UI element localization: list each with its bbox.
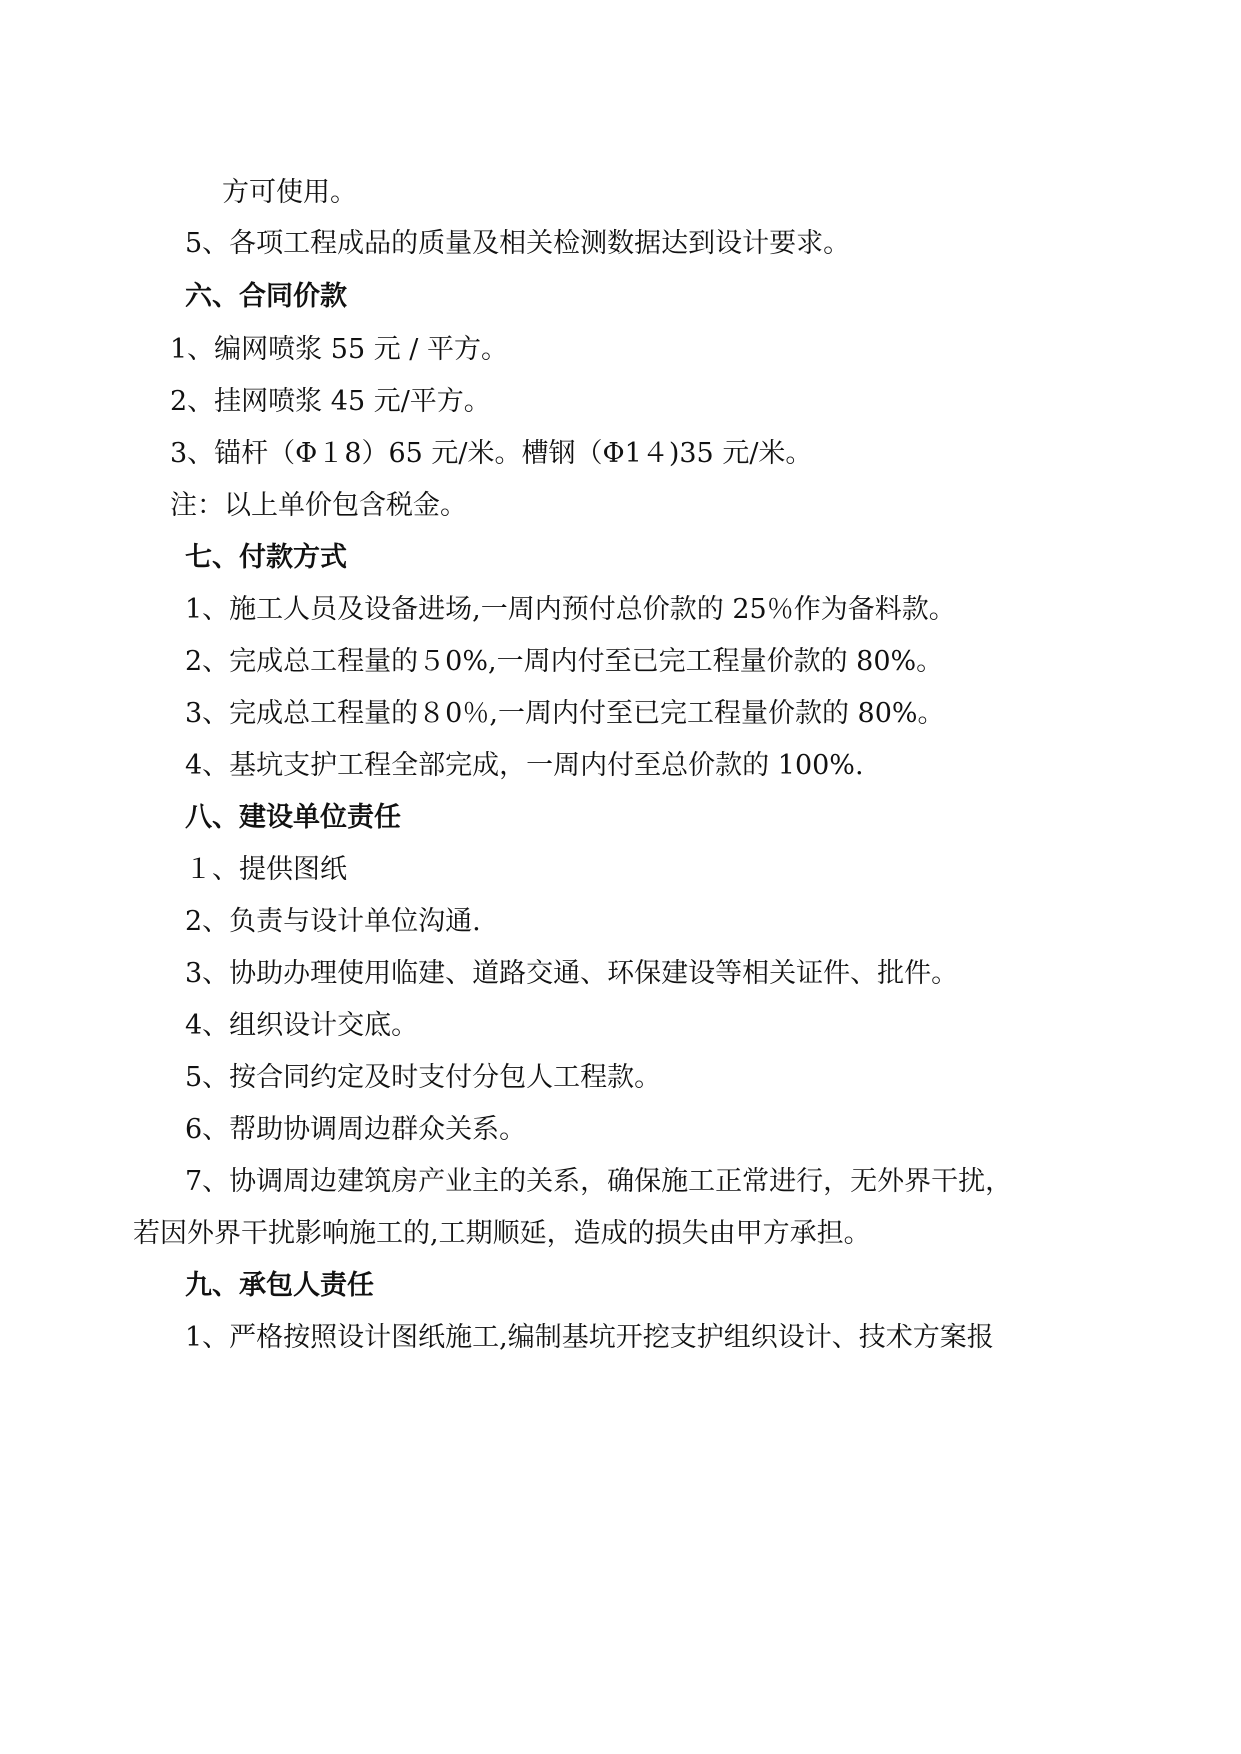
text-line: 5、各项工程成品的质量及相关检测数据达到设计要求。 (185, 228, 851, 259)
text-line: 2、挂网喷浆 45 元/平方。 (170, 386, 491, 417)
text-line: 若因外界干扰影响施工的,工期顺延，造成的损失由甲方承担。 (133, 1218, 871, 1249)
text-line: 1、施工人员及设备进场,一周内预付总价款的 25％作为备料款。 (185, 594, 956, 625)
section-heading-payment-method: 七、付款方式 (185, 542, 347, 573)
section-heading-contract-price: 六、合同价款 (185, 281, 347, 312)
text-line: 4、组织设计交底。 (185, 1010, 419, 1041)
section-heading-client-responsibility: 八、建设单位责任 (185, 802, 401, 833)
text-line: 4、基坑支护工程全部完成，一周内付至总价款的 100%. (185, 750, 864, 781)
text-line: 2、负责与设计单位沟通. (185, 906, 481, 937)
text-line: 1、严格按照设计图纸施工,编制基坑开挖支护组织设计、技术方案报 (185, 1322, 994, 1353)
text-line: 7、协调周边建筑房产业主的关系，确保施工正常进行，无外界干扰， (185, 1166, 1013, 1197)
text-line: 3、协助办理使用临建、道路交通、环保建设等相关证件、批件。 (185, 958, 959, 989)
text-line: 6、帮助协调周边群众关系。 (185, 1114, 527, 1145)
text-line: 1、编网喷浆 55 元 / 平方。 (170, 334, 508, 365)
text-line: １、提供图纸 (185, 854, 347, 885)
text-line: 3、锚杆（Φ１8）65 元/米。槽钢（Φ1４)35 元/米。 (170, 438, 813, 469)
text-line: 3、完成总工程量的８0％,一周内付至已完工程量价款的 80%。 (185, 698, 945, 729)
text-line: 5、按合同约定及时支付分包人工程款。 (185, 1062, 662, 1093)
text-line: 2、完成总工程量的５0%,一周内付至已完工程量价款的 80%。 (185, 646, 944, 677)
text-line: 方可使用。 (222, 177, 357, 208)
section-heading-contractor-responsibility: 九、承包人责任 (185, 1270, 374, 1301)
note-line: 注：以上单价包含税金。 (170, 490, 467, 521)
